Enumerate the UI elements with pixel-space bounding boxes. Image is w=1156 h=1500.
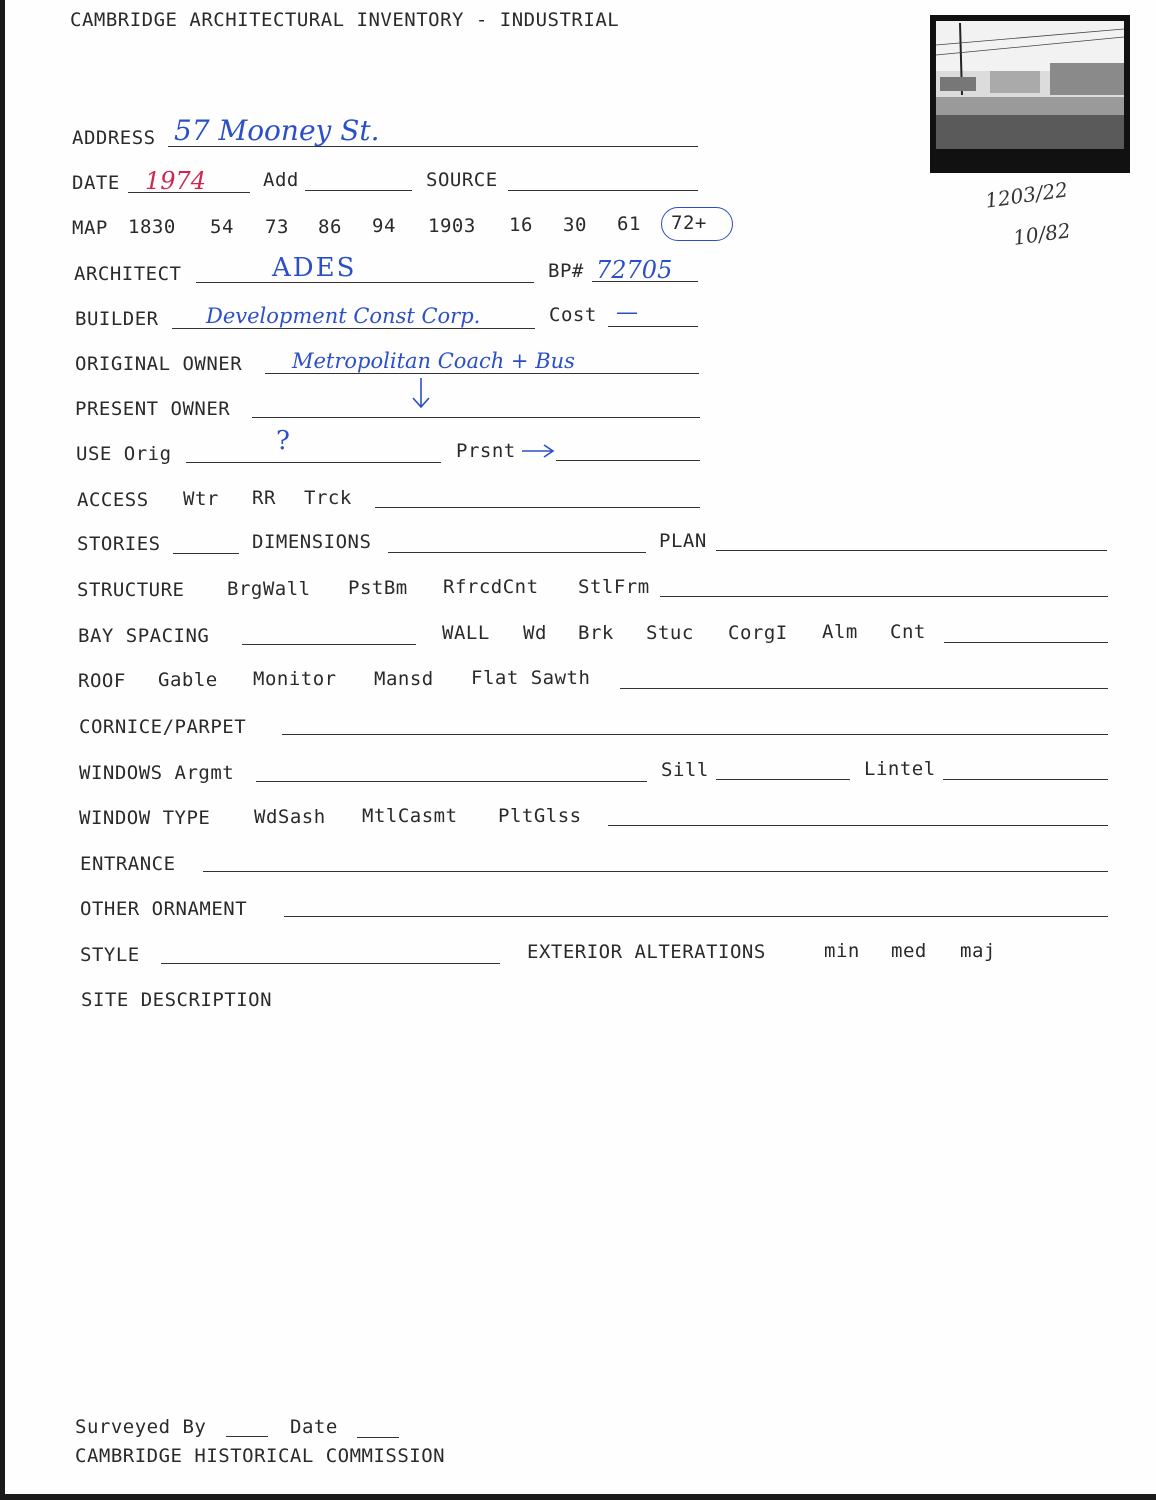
windows-field[interactable]: [256, 781, 647, 782]
map-year-16[interactable]: 16: [509, 214, 533, 236]
map-year-73[interactable]: 73: [265, 216, 289, 238]
style-label: STYLE: [80, 944, 140, 966]
address-label: ADDRESS: [72, 127, 156, 149]
wall-opt-stuc[interactable]: Stuc: [646, 622, 694, 644]
wall-opt-corgi[interactable]: CorgI: [728, 622, 788, 644]
surveyed-by-field[interactable]: [226, 1436, 268, 1437]
cornice-field[interactable]: [282, 734, 1108, 735]
use-orig-label: USE Orig: [76, 443, 172, 465]
structure-label: STRUCTURE: [77, 579, 185, 601]
wall-opt-alm[interactable]: Alm: [822, 621, 858, 643]
builder-value: Development Const Corp.: [206, 304, 481, 328]
original-owner-value: Metropolitan Coach + Bus: [292, 349, 575, 373]
wall-label: WALL: [442, 622, 490, 644]
sill-field[interactable]: [716, 779, 850, 780]
address-value: 57 Mooney St.: [174, 114, 380, 147]
roof-opt-monitor[interactable]: Monitor: [253, 668, 337, 690]
corner-note-1: 1203/22: [983, 177, 1070, 213]
lintel-label: Lintel: [864, 758, 936, 780]
down-arrow-icon: [410, 376, 432, 410]
photo-thumbnail-icon: [930, 15, 1130, 173]
stories-label: STORIES: [77, 533, 161, 555]
roof-opt-gable[interactable]: Gable: [158, 669, 218, 691]
date-value: 1974: [145, 167, 207, 195]
add-label: Add: [263, 169, 299, 191]
map-year-54[interactable]: 54: [210, 216, 234, 238]
use-orig-value: ?: [276, 426, 290, 456]
wall-opt-cnt[interactable]: Cnt: [890, 621, 926, 643]
prsnt-label: Prsnt: [456, 440, 516, 462]
stories-field[interactable]: [173, 553, 239, 554]
map-year-61[interactable]: 61: [617, 213, 641, 235]
survey-date-label: Date: [290, 1416, 338, 1438]
window-type-opt-wdsash[interactable]: WdSash: [254, 806, 326, 828]
form-title: CAMBRIDGE ARCHITECTURAL INVENTORY - INDUSTRIAL: [70, 9, 620, 31]
roof-opt-flat-sawth[interactable]: Flat Sawth: [471, 667, 591, 689]
bp-value: 72705: [596, 256, 673, 284]
access-field[interactable]: [375, 507, 700, 508]
building-photo: [930, 15, 1130, 173]
cornice-label: CORNICE/PARPET: [79, 716, 247, 738]
access-opt-trck[interactable]: Trck: [304, 487, 352, 509]
right-arrow-icon: [520, 442, 556, 460]
scan-edge-bottom: [0, 1494, 1156, 1500]
alteration-opt-min[interactable]: min: [824, 940, 860, 962]
architect-label: ARCHITECT: [74, 263, 182, 285]
site-description-area[interactable]: [81, 1018, 1101, 1388]
windows-label: WINDOWS Argmt: [79, 762, 235, 784]
original-owner-label: ORIGINAL OWNER: [75, 353, 243, 375]
add-field[interactable]: [305, 190, 412, 191]
commission-footer: CAMBRIDGE HISTORICAL COMMISSION: [75, 1445, 446, 1467]
structure-opt-brgwall[interactable]: BrgWall: [227, 578, 311, 600]
alteration-opt-maj[interactable]: maj: [960, 940, 996, 962]
map-year-1830[interactable]: 1830: [128, 216, 176, 238]
scan-edge-left: [0, 0, 5, 1500]
lintel-field[interactable]: [943, 779, 1108, 780]
corner-note-2: 10/82: [1011, 218, 1073, 250]
structure-opt-pstbm[interactable]: PstBm: [348, 577, 408, 599]
entrance-field[interactable]: [203, 871, 1108, 872]
structure-field[interactable]: [660, 596, 1108, 597]
dimensions-field[interactable]: [388, 552, 646, 553]
window-type-label: WINDOW TYPE: [79, 807, 211, 829]
source-field[interactable]: [508, 190, 698, 191]
map-year-72[interactable]: 72+: [671, 212, 707, 234]
structure-opt-stlfrm[interactable]: StlFrm: [578, 576, 650, 598]
architect-field[interactable]: [196, 282, 534, 283]
site-description-label: SITE DESCRIPTION: [81, 989, 273, 1011]
surveyed-by-label: Surveyed By: [75, 1416, 207, 1438]
dimensions-label: DIMENSIONS: [252, 531, 372, 553]
wall-opt-wd[interactable]: Wd: [523, 622, 547, 644]
window-type-field[interactable]: [608, 825, 1108, 826]
builder-label: BUILDER: [75, 308, 159, 330]
window-type-opt-mtlcasmt[interactable]: MtlCasmt: [362, 805, 458, 827]
roof-label: ROOF: [78, 670, 126, 692]
wall-opt-brk[interactable]: Brk: [578, 622, 614, 644]
map-year-1903[interactable]: 1903: [428, 215, 476, 237]
use-orig-field[interactable]: [186, 462, 441, 463]
structure-opt-rfrcdcnt[interactable]: RfrcdCnt: [443, 576, 539, 598]
entrance-label: ENTRANCE: [80, 853, 176, 875]
exterior-alterations-label: EXTERIOR ALTERATIONS: [527, 941, 766, 963]
cost-value: —: [616, 300, 638, 325]
bay-spacing-label: BAY SPACING: [78, 625, 210, 647]
survey-date-field[interactable]: [357, 1437, 399, 1438]
style-field[interactable]: [161, 963, 500, 964]
other-ornament-label: OTHER ORNAMENT: [80, 898, 248, 920]
window-type-opt-pltglss[interactable]: PltGlss: [498, 805, 582, 827]
other-ornament-field[interactable]: [284, 916, 1108, 917]
wall-field[interactable]: [944, 642, 1108, 643]
architect-value: ADES: [272, 253, 357, 283]
date-label: DATE: [72, 172, 120, 194]
alteration-opt-med[interactable]: med: [891, 940, 927, 962]
sill-label: Sill: [661, 759, 709, 781]
map-year-94[interactable]: 94: [372, 215, 396, 237]
bay-spacing-field[interactable]: [242, 644, 416, 645]
access-opt-wtr[interactable]: Wtr: [183, 488, 219, 510]
present-owner-field[interactable]: [252, 417, 700, 418]
use-present-field[interactable]: [556, 460, 700, 461]
roof-opt-mansd[interactable]: Mansd: [374, 668, 434, 690]
plan-label: PLAN: [659, 530, 707, 552]
map-label: MAP: [72, 217, 108, 239]
map-year-86[interactable]: 86: [318, 216, 342, 238]
bp-label: BP#: [548, 260, 584, 282]
access-opt-rr[interactable]: RR: [252, 487, 276, 509]
present-owner-label: PRESENT OWNER: [75, 398, 231, 420]
plan-field[interactable]: [716, 550, 1107, 551]
roof-field[interactable]: [620, 688, 1108, 689]
map-year-30[interactable]: 30: [563, 214, 587, 236]
access-label: ACCESS: [77, 489, 149, 511]
cost-label: Cost: [549, 304, 597, 326]
source-label: SOURCE: [426, 169, 498, 191]
